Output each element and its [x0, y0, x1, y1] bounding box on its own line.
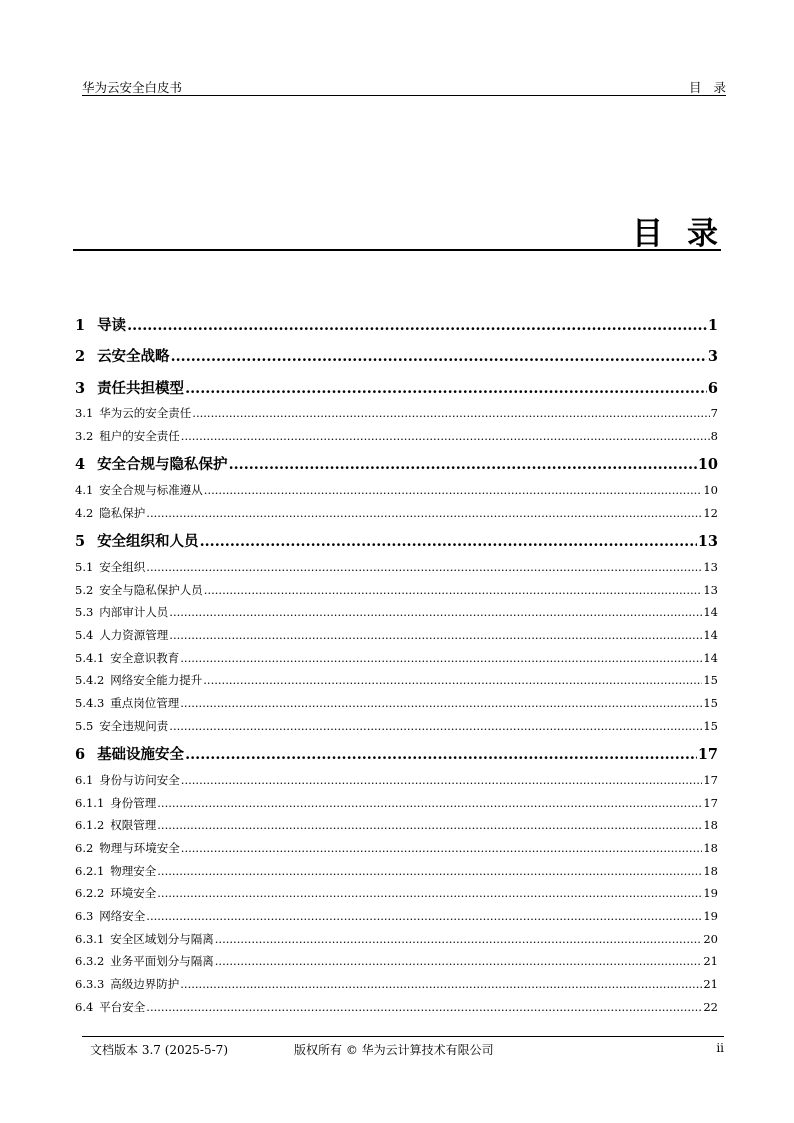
toc-entry-title	[75, 428, 180, 444]
toc-dot-leader	[204, 482, 703, 498]
toc-entry-title	[75, 795, 156, 811]
toc-entry-title	[75, 455, 228, 475]
toc-dot-leader	[203, 672, 702, 688]
toc-entry[interactable]	[75, 552, 718, 575]
toc-entry[interactable]	[75, 498, 718, 521]
toc-entry-number: 6.3.1	[75, 931, 105, 946]
title-rule	[73, 249, 721, 251]
toc-entry-title	[75, 347, 170, 367]
running-header	[82, 78, 738, 96]
toc-entry[interactable]	[75, 711, 718, 734]
toc-page-number: 13	[703, 559, 718, 574]
toc-entry-text: 责任共担模型	[97, 379, 185, 397]
toc-entry-number: 3.1	[75, 406, 94, 421]
toc-page-number: 17	[703, 772, 718, 787]
toc-dot-leader	[157, 885, 702, 901]
toc-entry[interactable]	[75, 367, 718, 399]
toc-dot-leader	[185, 745, 697, 765]
toc-entry-text: 身份管理	[110, 795, 157, 810]
toc-dot-leader	[215, 931, 703, 947]
table-of-contents	[75, 304, 718, 1015]
toc-entry[interactable]	[75, 666, 718, 689]
toc-entry-title	[75, 695, 179, 711]
toc-entry-title	[75, 379, 184, 399]
toc-entry-text: 安全合规与标准遵从	[99, 483, 203, 498]
toc-page-number: 14	[703, 650, 718, 665]
toc-page-number: 14	[703, 628, 718, 642]
toc-dot-leader	[181, 772, 703, 788]
toc-entry[interactable]	[75, 444, 718, 476]
toc-entry-title	[75, 672, 202, 688]
toc-entry-text: 人力资源管理	[99, 628, 169, 642]
toc-entry-number: 6.1.2	[75, 818, 105, 833]
toc-entry-text: 安全区域划分与隔离	[110, 931, 214, 946]
toc-page-number: 15	[703, 673, 718, 688]
toc-entry-text: 物理与环境安全	[99, 841, 180, 855]
toc-entry-title	[75, 650, 179, 666]
toc-page-number: 3	[707, 348, 718, 365]
toc-dot-leader	[215, 953, 703, 969]
toc-entry-text: 环境安全	[110, 886, 157, 901]
toc-page-number: 21	[703, 954, 718, 969]
toc-entry-text: 物理安全	[110, 863, 157, 878]
toc-entry-number: 1	[75, 316, 86, 334]
toc-page-number: 15	[703, 696, 718, 711]
toc-entry-text: 业务平面划分与隔离	[110, 954, 214, 969]
toc-entry[interactable]	[75, 811, 718, 834]
toc-entry-number: 6.3	[75, 909, 94, 924]
toc-dot-leader	[180, 695, 702, 711]
toc-entry-number: 6.3.2	[75, 954, 105, 969]
toc-dot-leader	[169, 627, 702, 643]
toc-entry-number: 2	[75, 348, 86, 365]
toc-entry-title	[75, 885, 156, 901]
toc-entry[interactable]	[75, 336, 718, 368]
toc-entry-title	[75, 604, 168, 620]
toc-page-number: 10	[697, 456, 718, 474]
toc-page-number: 19	[703, 886, 718, 901]
toc-entry-title	[75, 840, 180, 856]
toc-page-number: 17	[703, 795, 718, 810]
toc-entry[interactable]	[75, 688, 718, 711]
toc-page-number: 7	[710, 406, 718, 421]
toc-page-number: 15	[703, 718, 718, 733]
toc-entry-text: 安全违规问责	[99, 718, 169, 733]
toc-entry[interactable]	[75, 598, 718, 621]
toc-entry[interactable]	[75, 833, 718, 856]
toc-entry-title	[75, 745, 184, 765]
toc-entry-text: 内部审计人员	[99, 605, 169, 620]
toc-dot-leader	[180, 976, 702, 992]
toc-page-number: 8	[710, 428, 718, 443]
toc-entry[interactable]	[75, 734, 718, 766]
toc-dot-leader	[157, 795, 702, 811]
toc-dot-leader	[192, 405, 709, 421]
toc-dot-leader	[146, 505, 702, 521]
toc-entry[interactable]	[75, 856, 718, 879]
toc-page-number: 13	[697, 533, 718, 551]
toc-dot-leader	[229, 455, 697, 475]
toc-entry-number: 5.3	[75, 605, 94, 620]
toc-entry[interactable]	[75, 901, 718, 924]
toc-page-number: 21	[703, 977, 718, 992]
toc-entry-number: 6.4	[75, 999, 94, 1014]
toc-entry-text: 平台安全	[99, 999, 146, 1014]
toc-entry-number: 5.4	[75, 628, 94, 642]
toc-entry-text: 租户的安全责任	[99, 428, 180, 443]
toc-entry-title	[75, 772, 180, 788]
toc-entry-text: 安全合规与隐私保护	[97, 456, 228, 474]
toc-entry-title	[75, 863, 156, 879]
toc-entry-title	[75, 718, 168, 734]
toc-page-number: 10	[703, 483, 718, 498]
toc-entry-number: 5.2	[75, 582, 94, 597]
toc-entry-text: 华为云的安全责任	[99, 406, 192, 421]
toc-entry-text: 云安全战略	[97, 348, 170, 365]
toc-entry-number: 3	[75, 379, 86, 397]
toc-page-number: 18	[703, 863, 718, 878]
footer-version: 文档版本 3.7 (2025-5-7)	[90, 1043, 228, 1057]
toc-entry-text: 隐私保护	[99, 505, 146, 520]
toc-entry[interactable]	[75, 765, 718, 788]
footer-copyright: 版权所有 © 华为云计算技术有限公司	[294, 1043, 494, 1057]
toc-entry-text: 安全组织和人员	[97, 533, 199, 551]
toc-entry-text: 网络安全	[99, 909, 146, 924]
toc-page-number: 18	[703, 841, 718, 855]
toc-entry[interactable]	[75, 788, 718, 811]
toc-entry-title	[75, 582, 203, 598]
toc-entry-number: 6.2.2	[75, 886, 105, 901]
toc-entry-text: 重点岗位管理	[110, 696, 180, 711]
toc-entry[interactable]	[75, 947, 718, 970]
toc-entry[interactable]	[75, 304, 718, 336]
toc-dot-leader	[169, 604, 702, 620]
toc-page-number: 6	[707, 379, 718, 397]
toc-page-number: 17	[697, 746, 718, 764]
toc-entry-number: 6	[75, 746, 86, 764]
toc-dot-leader	[185, 379, 707, 399]
toc-entry-text: 网络安全能力提升	[110, 673, 203, 688]
toc-entry-number: 5.1	[75, 559, 94, 574]
toc-entry-title	[75, 908, 145, 924]
toc-dot-leader	[157, 863, 702, 879]
toc-entry[interactable]	[75, 399, 718, 422]
toc-entry-title	[75, 482, 203, 498]
toc-entry-number: 5.5	[75, 718, 94, 733]
toc-entry-title	[75, 817, 156, 833]
toc-page-number: 1	[707, 316, 718, 334]
page-title: 目录	[632, 216, 742, 252]
toc-entry-title	[75, 953, 214, 969]
toc-entry-text: 安全组织	[99, 559, 146, 574]
toc-entry-title	[75, 505, 145, 521]
toc-entry-number: 6.1.1	[75, 795, 105, 810]
header-section-title: 目录	[688, 80, 738, 95]
toc-entry-text: 导读	[97, 316, 127, 334]
toc-entry[interactable]	[75, 992, 718, 1015]
footer-page-number: ii	[716, 1041, 724, 1055]
toc-dot-leader	[146, 999, 702, 1015]
toc-entry-number: 6.1	[75, 772, 94, 787]
toc-dot-leader	[181, 428, 710, 444]
toc-entry-text: 高级边界防护	[110, 977, 180, 992]
toc-page-number: 12	[703, 505, 718, 520]
toc-entry-text: 安全意识教育	[110, 650, 180, 665]
toc-entry[interactable]	[75, 575, 718, 598]
toc-page-number: 20	[703, 931, 718, 946]
toc-page-number: 13	[703, 582, 718, 597]
toc-entry[interactable]	[75, 879, 718, 902]
toc-page-number: 18	[703, 818, 718, 833]
toc-entry[interactable]	[75, 475, 718, 498]
toc-entry-number: 6.3.3	[75, 977, 105, 992]
toc-entry-text: 身份与访问安全	[99, 772, 180, 787]
toc-entry-title	[75, 532, 199, 552]
toc-entry-number: 6.2	[75, 841, 94, 855]
toc-entry-title	[75, 316, 126, 336]
toc-dot-leader	[127, 316, 707, 336]
toc-entry-text: 安全与隐私保护人员	[99, 582, 203, 597]
toc-page-number: 19	[703, 909, 718, 924]
toc-entry-title	[75, 931, 214, 947]
toc-entry[interactable]	[75, 924, 718, 947]
toc-dot-leader	[146, 908, 702, 924]
toc-entry-number: 3.2	[75, 428, 94, 443]
toc-entry[interactable]	[75, 521, 718, 553]
toc-entry[interactable]	[75, 421, 718, 444]
toc-entry[interactable]	[75, 969, 718, 992]
toc-dot-leader	[171, 347, 707, 367]
toc-dot-leader	[204, 582, 703, 598]
header-doc-title: 华为云安全白皮书	[82, 80, 183, 95]
toc-entry-number: 5	[75, 533, 86, 551]
toc-dot-leader	[157, 817, 702, 833]
toc-entry-number: 5.4.2	[75, 673, 105, 688]
toc-entry-number: 5.4.3	[75, 696, 105, 711]
toc-entry-number: 5.4.1	[75, 650, 105, 665]
toc-entry-number: 4.1	[75, 483, 94, 498]
running-footer	[82, 1036, 724, 1057]
toc-entry-text: 基础设施安全	[97, 746, 185, 764]
toc-entry-title	[75, 999, 145, 1015]
toc-entry[interactable]	[75, 620, 718, 643]
toc-entry-title	[75, 559, 145, 575]
toc-dot-leader	[180, 650, 702, 666]
toc-page-number: 14	[703, 605, 718, 620]
toc-entry-text: 权限管理	[110, 818, 157, 833]
toc-page-number: 22	[703, 999, 718, 1014]
toc-dot-leader	[146, 559, 702, 575]
toc-dot-leader	[181, 840, 703, 856]
toc-entry-title	[75, 627, 168, 643]
toc-entry-title	[75, 405, 191, 421]
toc-entry-number: 4	[75, 456, 86, 474]
toc-entry[interactable]	[75, 643, 718, 666]
toc-entry-title	[75, 976, 179, 992]
toc-dot-leader	[200, 532, 697, 552]
toc-entry-number: 4.2	[75, 505, 94, 520]
toc-dot-leader	[169, 718, 702, 734]
toc-entry-number: 6.2.1	[75, 863, 105, 878]
